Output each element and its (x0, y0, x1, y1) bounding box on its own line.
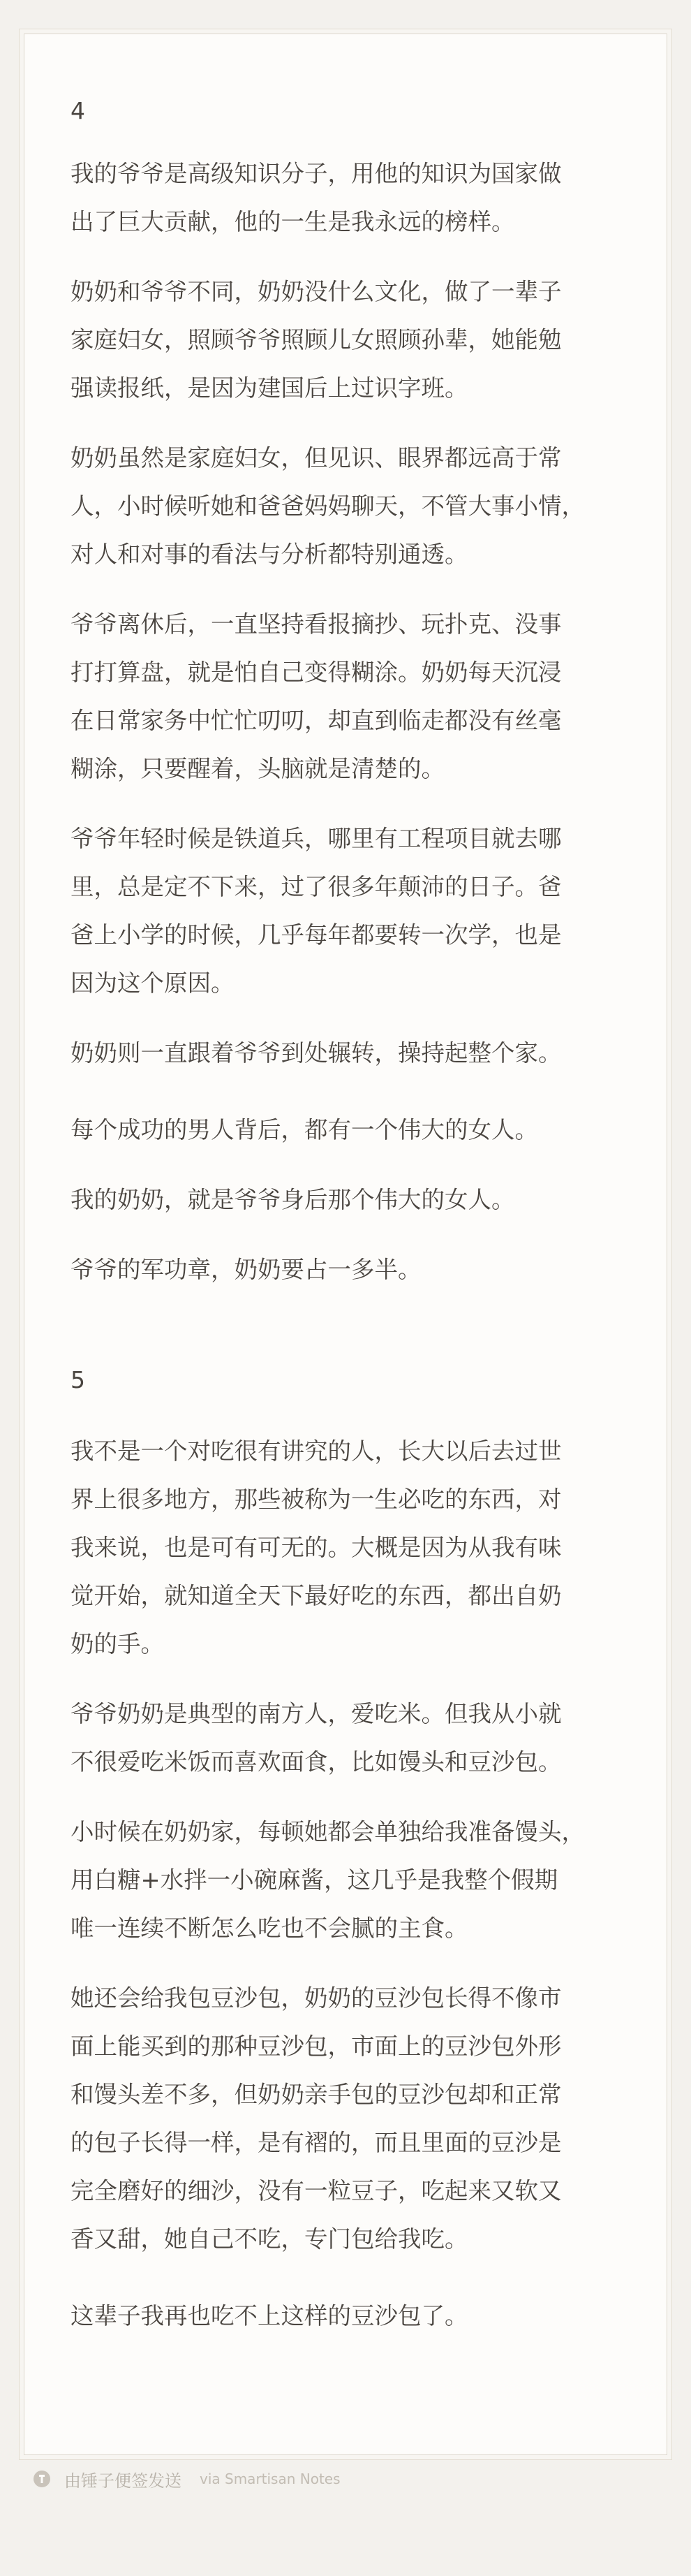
footer-sent-by-text: 由锤子便签发送 (64, 2471, 181, 2491)
paragraph: 爷爷离休后，一直坚持看报摘抄、玩扑克、没事 打打算盘，就是怕自己变得糊涂。奶奶每天沉浸 在日常家务中忙忙叨叨，却直到临走都没有丝毫 糊涂，只要醒着，头脑就是清楚的。 (70, 610, 562, 782)
footer-via-text: via Smartisan Notes (200, 2471, 341, 2487)
paragraph: 小时候在奶奶家，每顿她都会单独给我准备馒头， 用白糖+水拌一小碗麻酱，这几乎是我整个假期 唯一连续不断怎么吃也不会腻的主食。 (70, 1818, 585, 1942)
paragraph: 爷爷奶奶是典型的南方人，爱吃米。但我从小就 不很爱吃米饭而喜欢面食，比如馒头和豆沙包。 (70, 1700, 562, 1776)
paragraph: 我不是一个对吃很有讲究的人，长大以后去过世 界上很多地方，那些被称为一生必吃的东西，对 我来说，也是可有可无的。大概是因为从我有味 觉开始，就知道全天下最好吃的东西，都出自奶 奶的手。 (70, 1437, 562, 1657)
paragraph: 她还会给我包豆沙包，奶奶的豆沙包长得不像市 面上能买到的那种豆沙包，市面上的豆沙包外形 和馒头差不多，但奶奶亲手包的豆沙包却和正常 的包子长得一样，是有褶的，而且里面的豆沙是 完全磨好的细沙，没有一粒豆子，吃起来又软又 香又甜，她自己不吃，专门包给我吃。 (70, 1984, 562, 2253)
section-number-5: 5 (70, 1366, 85, 1393)
note-content (70, 97, 629, 2340)
footer (34, 2466, 341, 2492)
paragraph: 我的爷爷是高级知识分子，用他的知识为国家做 出了巨大贡献，他的一生是我永远的榜样。 (70, 160, 562, 235)
paragraph: 爷爷年轻时候是铁道兵，哪里有工程项目就去哪 里，总是定不下来，过了很多年颠沛的日子。爸 爸上小学的时候，几乎每年都要转一次学，也是 因为这个原因。 (70, 825, 562, 997)
paragraph: 每个成功的男人背后，都有一个伟大的女人。 (70, 1116, 538, 1143)
paragraph: 这辈子我再也吃不上这样的豆沙包了。 (70, 2302, 468, 2329)
paragraph: 奶奶和爷爷不同，奶奶没什么文化，做了一辈子 家庭妇女，照顾爷爷照顾儿女照顾孙辈，她能勉 强读报纸，是因为建国后上过识字班。 (70, 278, 562, 402)
paragraph: 奶奶虽然是家庭妇女，但见识、眼界都远高于常 人，小时候听她和爸爸妈妈聊天，不管大事小情， 对人和对事的看法与分析都特别通透。 (70, 444, 585, 568)
section-number-4: 4 (70, 97, 85, 124)
smartisan-logo-icon (34, 2471, 50, 2487)
paragraph: 奶奶则一直跟着爷爷到处辗转，操持起整个家。 (70, 1039, 562, 1067)
note-sheet (24, 34, 667, 2455)
paragraph: 我的奶奶，就是爷爷身后那个伟大的女人。 (70, 1186, 515, 1213)
paragraph: 爷爷的军功章，奶奶要占一多半。 (70, 1256, 422, 1283)
